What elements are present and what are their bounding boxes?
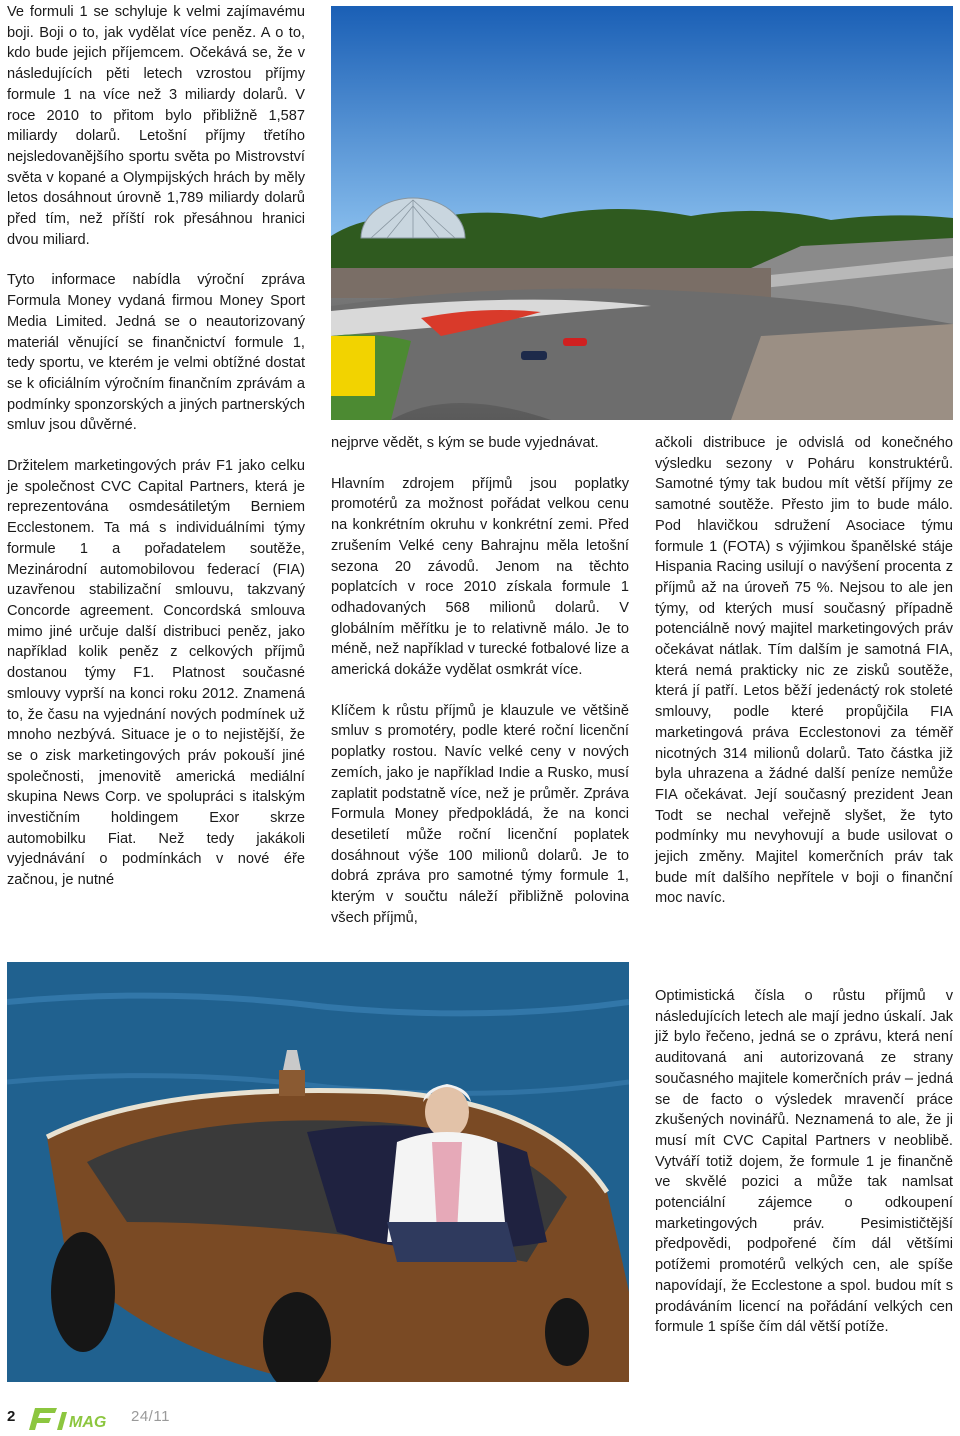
- boat-photo: [7, 962, 629, 1382]
- paragraph: Držitelem marketingových práv F1 jako celku je společnost CVC Capital Partners, která je reprezentována osmdesátiletým Berniem Ecclestonem. Ta má s individuálními týmy formule 1 a pořadatelem soutěže, Mezinárodní automobilovou federací (FIA) uzavřenou stabilizační smlouvu, takzvaný Concorde agreement. Concordská smlouva mimo jiné určuje další distribuci peněz, jako například kolik peněz z celkových příjmů dostanou týmy F1. Platnost současné smlouvy vyprší na konci roku 2012. Znamená to, že času na vyjednání nových podmínek už mnoho nezbývá. Situace je o to nejistější, že se o zisk marketingových práv pokouší jiné společnosti, jmenovitě americká mediální skupina News Corp. ve spolupráci s italským investičním holdingem Exor skrze automobilku Fiat. Než tedy jakákoli vyjednávání o podmínkách v nové éře začnou, je nutné: [7, 458, 305, 889]
- paragraph: Tyto informace nabídla výroční zpráva Formula Money vydaná firmou Money Sport Media Limited. Jedná se o neautorizovaný materiál věnující se finančnictví formule 1, tedy sportu, ve kterém je velmi obtížné dostat se k oficiálním výročním finančním zprávám a podmínky sponzorských a jiných partnerských smluv jsou důvěrné.: [7, 272, 305, 434]
- paragraph: Optimistická čísla o růstu příjmů v následujících letech ale mají jedno úskalí. Jak již bylo řečeno, jedná se o zprávu, která není auditovaná ani autorizovaná ze strany současného majitele komerčních práv – jedná se de facto o výsledek mravenčí práce zkušených novinářů. Neznamená to ale, že ji musí mít CVC Capital Partners v neoblibě. Vytváří totiž dojem, že formule 1 je finančně ve skvělé pozici a může tak namlsat potenciální zájemce o odkoupení marketingových práv. Pesimističtější předpovědi, podpořené čím dál většími potížemi promotérů velkých cen, ale spíše napovídají, že Ecclestone a spol. budou mít s prodáváním licencí na pořádání velkých cen formule 1 spíše čím dál větší potíže.: [655, 988, 953, 1336]
- paragraph: nejprve vědět, s kým se bude vyjednávat.: [331, 435, 599, 451]
- f1mag-logo: [27, 1404, 125, 1432]
- svg-text:MAG: MAG: [69, 1414, 107, 1431]
- paragraph: Hlavním zdrojem příjmů jsou poplatky promotérů za možnost pořádat velkou cenu na konkrétním okruhu v konkrétní zemi. Před zrušením Velké ceny Bahrajnu měla letošní sezona 20 závodů. Jenom na těchto poplatcích v roce 2010 získala formule 1 odhadovaných 568 milionů dolarů. V globálním měřítku je to relativně málo. Je to méně, než například v turecké fotbalové lize a americká dokáže vydělat osmkrát více.: [331, 475, 629, 679]
- page-footer: [7, 1404, 307, 1432]
- article-column-1: [7, 2, 305, 891]
- paragraph: Klíčem k růstu příjmů je klauzule ve většině smluv s promotéry, podle které roční licenční poplatky rostou. Navíc velké ceny v nových zemích, jako je například Indie a Rusko, musí zaplatit podstatně více, než je průměr. Zpráva Formula Money předpokládá, že na konci desetiletí může roční licenční poplatek dosáhnout výše 100 milionů dolarů. Je to dobrá zpráva pro samotné týmy formule 1, kterým v součtu náleží přibližně polovina všech příjmů,: [331, 702, 629, 926]
- paragraph: Ve formuli 1 se schyluje k velmi zajímavému boji. Boji o to, jak vydělat více peněz. A o to, kdo bude jejich příjemcem. Očekává se, že v následujících pěti letech vzrostou příjmy formule 1 na více než 3 miliardy dolarů. V roce 2010 to přitom bylo přibližně 1,587 miliardy dolarů. Letošní příjmy třetího nejsledovanějšího sportu světa po Mistrovství světa v kopané a Olympijských hrách by měly letos dosáhnout úrovně 1,789 miliardy dolarů před tím, než příští rok přesáhnou hranici dvou miliard.: [7, 4, 305, 248]
- article-column-2: [331, 433, 629, 928]
- article-column-3-bottom: [655, 986, 953, 1338]
- race-track-photo: [331, 6, 953, 420]
- issue-number: 24/11: [131, 1408, 170, 1425]
- page-number: 2: [7, 1408, 16, 1425]
- article-column-3-top: [655, 433, 953, 909]
- paragraph: ačkoli distribuce je odvislá od konečného výsledku sezony v Poháru konstruktérů. Samotné týmy tak budou mít větší příjmy ze samotné soutěže. Přesto jim to bude málo. Pod hlavičkou sdružení Asociace týmu formule 1 (FOTA) s výjimkou španělské stáje Hispania Racing usilují o navýšení procenta z příjmů až na úroveň 75 %. Nejsou to ale jen týmy, od kterých musí současný případně potenciálně nový majitel marketingových práv očekávat nátlak. Tím dalším je samotná FIA, která nemá prakticky nic ze zisků soutěže, která jí patří. Letos běží jedenáctý rok stoleté smlouvy, podle které propůjčila FIA marketingová práva Ecclestonovi za téměř nicotných 314 milionů dolarů. Tato částka již byla uhrazena a žádné další peníze nemůže FIA očekávat. Její současný prezident Jean Todt se nechal veřejně slyšet, že tyto podmínky mu nevyhovují a bude usilovat o jejich změny. Majitel komerčních práv tak bude mít dalšího nepřítele v boji o finanční moc navíc.: [655, 435, 953, 907]
